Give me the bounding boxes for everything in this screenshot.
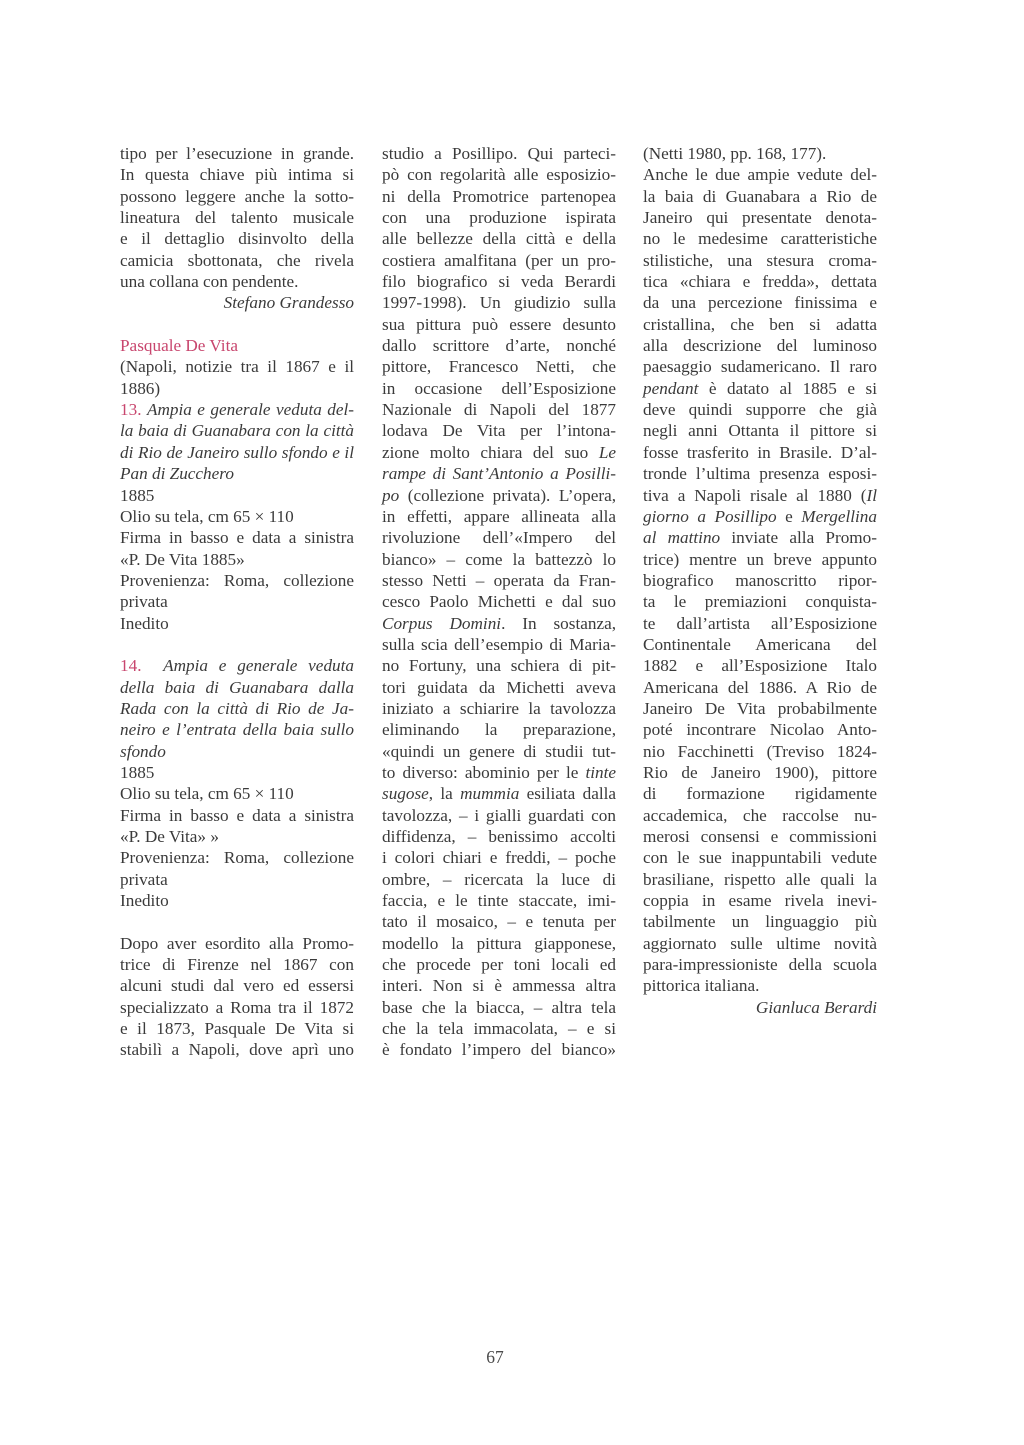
text-run: . In sostanza, (501, 613, 616, 633)
left-column (120, 143, 354, 1061)
entry-signature: «P. De Vita» » (120, 827, 219, 846)
text-run: tiva a Napoli risale al 1880 ( (643, 485, 867, 505)
text-line (382, 442, 616, 463)
artist-name: Pasquale De Vita (120, 336, 238, 356)
text-line: no le medesime caratteristiche (643, 229, 877, 249)
text-line: brasiliane, rispetto alle quali la (643, 869, 877, 889)
artwork-title: giorno a Posillipo (643, 506, 777, 526)
italic-term: mummia (460, 784, 520, 804)
text-line: faccia, e le tinte staccate, imi- (382, 891, 616, 911)
text-line: trice di Firenze nel 1867 con (120, 955, 354, 975)
text-line: tori guidata da Michetti aveva (382, 677, 616, 697)
text-line: pittore, Francesco Netti, che (382, 357, 616, 377)
text-line: tavolozza, – i gialli guardati con (382, 805, 616, 825)
text-line: tronde l’ultima presenza esposi- (643, 464, 877, 484)
entry-provenance: privata (120, 869, 168, 889)
entry-provenance: privata (120, 592, 168, 612)
artwork-title: Le (598, 442, 616, 462)
text-line: pittorica italiana. (643, 976, 760, 996)
text-run: zione molto chiara del suo (382, 442, 599, 462)
intro-author-signature: Stefano Grandesso (223, 293, 354, 313)
artwork-title: Mergellina (801, 506, 877, 526)
text-line: sulla scia dell’esempio di Maria- (382, 634, 616, 654)
italic-term: sugose (382, 784, 429, 804)
entry-status: Inedito (120, 891, 169, 911)
text-line: la baia di Guanabara a Rio de (643, 186, 877, 206)
artist-dates: 1886) (120, 378, 161, 398)
text-line: Americana del 1886. A Rio de (643, 677, 877, 697)
entry-title-line (120, 655, 354, 676)
text-line: da una percezione finissima e (643, 293, 877, 313)
italic-term: pendant (643, 378, 699, 398)
entry-provenance: Provenienza: Roma, collezione (120, 848, 354, 868)
text-run: , la (428, 784, 461, 804)
text-run: inviate alla Promo- (720, 528, 877, 548)
text-line: Continentale Americana del (643, 634, 877, 654)
text-line: In questa chiave più intima si (120, 165, 354, 185)
text-line: e il 1873, Pasquale De Vita si (120, 1019, 354, 1039)
artwork-title: rampe di Sant’Antonio a Posilli- (382, 464, 616, 484)
entry-title-line: sfondo (120, 741, 166, 761)
text-line: ombre, – ricercata la luce di (382, 869, 616, 889)
text-line: stesso Netti – operata da Fran- (382, 570, 616, 590)
entry-title: Ampia e generale veduta del- (146, 400, 354, 420)
text-line (643, 506, 877, 527)
text-line: stilistiche, una stesura croma- (643, 250, 877, 270)
text-line: lineatura del talento musicale (120, 208, 354, 228)
text-line (643, 527, 877, 548)
text-line: di formazione rigidamente (643, 784, 877, 804)
text-line: diffidenza, – benissimo accolti (382, 827, 616, 846)
entry-title-line: della baia di Guanabara dalla (120, 677, 354, 697)
essay-author-signature: Gianluca Berardi (755, 997, 877, 1017)
text-line: fosse trasferito in Brasile. D’al- (643, 442, 877, 462)
artist-dates: (Napoli, notizie tra il 1867 e il (120, 357, 354, 377)
entry-medium: Olio su tela, cm 65 × 110 (120, 784, 294, 804)
middle-column (382, 143, 616, 1061)
entry-title-line: Rada con la città di Rio de Ja- (120, 698, 354, 718)
text-line: alcuni studi dal vero ed essersi (120, 976, 354, 996)
text-line: trice) mentre un breve appunto (643, 549, 877, 569)
text-line: in occasione dell’Esposizione (382, 378, 616, 398)
text-line: possono leggere anche la sotto- (120, 186, 354, 206)
text-line: Janeiro De Vita probabilmente (643, 698, 877, 718)
right-column (643, 143, 877, 1018)
text-line: cesco Paolo Michetti e dal suo (382, 592, 616, 612)
text-run: è datato al 1885 e si (698, 378, 877, 398)
spacer (120, 634, 354, 655)
entry-signature: «P. De Vita 1885» (120, 549, 245, 569)
text-line: no Fortuny, una schiera di pit- (382, 656, 616, 676)
artist-heading (120, 335, 354, 399)
entry-signature: Firma in basso e data a sinistra (120, 805, 354, 825)
text-line: tipo per l’esecuzione in grande. (120, 144, 354, 163)
entry-title-line: Pan di Zucchero (120, 464, 234, 484)
text-line: tica «chiara e fredda», dettata (643, 272, 877, 292)
text-line: sua pittura può essere desunto (382, 314, 616, 334)
text-line: cristallina, che ben si adatta (643, 314, 877, 334)
entry-year: 1885 (120, 485, 155, 505)
text-line: interi. Non si è ammessa altra (382, 976, 616, 996)
entry-status: Inedito (120, 613, 169, 633)
entry-medium: Olio su tela, cm 65 × 110 (120, 506, 294, 526)
text-line: filo biografico si veda Berardi (382, 272, 616, 292)
entry-provenance: Provenienza: Roma, collezione (120, 570, 354, 590)
text-line: deve quindi supporre che già (643, 400, 877, 420)
text-line: ta le premiazioni conquista- (643, 592, 877, 612)
text-line: negli anni Ottanta il pittore si (643, 421, 877, 441)
text-run: esiliata dalla (519, 784, 616, 804)
spacer (120, 314, 354, 335)
text-line (382, 613, 616, 634)
essay-paragraph-start (120, 933, 354, 1061)
entry-title-line: di Rio de Janeiro sullo sfondo e il (120, 442, 354, 462)
text-line: con una produzione ispirata (382, 208, 616, 228)
text-line: eliminando la preparazione, (382, 720, 616, 740)
entry-number: 14. (120, 656, 142, 676)
text-line: dallo scrittore d’arte, nonché (382, 336, 616, 356)
text-line: lodava De Vita per l’intona- (382, 421, 616, 441)
text-line: Nazionale di Napoli del 1877 (382, 400, 616, 420)
text-line: 1997-1998). Un giudizio sulla (382, 293, 616, 313)
text-line: Anche le due ampie vedute del- (643, 165, 877, 185)
artwork-title: Il (866, 485, 877, 505)
text-line: rivoluzione dell’«Impero del (382, 528, 616, 548)
text-line: specializzato a Roma tra il 1872 (120, 997, 354, 1017)
intro-paragraph (120, 143, 354, 314)
text-line: ni della Promotrice partenopea (382, 186, 616, 206)
text-line (382, 485, 616, 506)
text-line: «quindi un genere di studii tut- (382, 741, 616, 761)
entry-title-line (120, 399, 354, 420)
catalog-entry-14 (120, 655, 354, 911)
text-line: Janeiro qui presentate denota- (643, 208, 877, 228)
text-line: che procede per toni locali ed (382, 955, 616, 975)
text-line: base che la biacca, – altra tela (382, 997, 616, 1017)
text-line: paesaggio sudamericano. Il raro (643, 357, 877, 377)
artwork-title: al mattino (643, 528, 721, 548)
entry-year: 1885 (120, 762, 155, 782)
text-run: e (776, 506, 802, 526)
text-line: Rio de Janeiro 1900), pittore (643, 762, 877, 782)
text-line: 1882 e all’Esposizione Italo (643, 656, 877, 676)
entry-title-line: la baia di Guanabara con la città (120, 421, 354, 441)
text-line: i colori chiari e freddi, – poche (382, 848, 616, 868)
text-line: iniziato a schiarire la tavolozza (382, 698, 616, 718)
text-run: to diverso: abominio per le (382, 762, 586, 782)
artwork-title: Corpus Domini (382, 613, 502, 633)
text-line: è fondato l’impero del bianco» (382, 1040, 616, 1060)
italic-term: tinte (585, 762, 616, 782)
entry-title: Ampia e generale veduta (163, 656, 354, 676)
entry-signature: Firma in basso e data a sinistra (120, 528, 354, 548)
text-line: modello la pittura giapponese, (382, 933, 616, 953)
text-run: (collezione privata). L’opera, (399, 485, 616, 505)
text-line: nio Facchinetti (Treviso 1824- (643, 741, 877, 761)
text-line: te dall’artista all’Esposizione (643, 613, 877, 633)
text-line: tato il mosaico, – e tenuta per (382, 912, 616, 932)
entry-title-line: neiro e l’entrata della baia sullo (120, 720, 354, 740)
text-line: camicia sbottonata, che rivela (120, 250, 354, 270)
text-line (643, 378, 877, 399)
text-line: coppia in esame rivela inevi- (643, 891, 877, 911)
text-line: pò con regolarità alle esposizio- (382, 165, 616, 185)
text-line: che la tela immacolata, – e si (382, 1019, 616, 1039)
text-line (382, 783, 616, 804)
text-line: merosi consensi e commissioni (643, 827, 877, 846)
text-line: bianco» – come la battezzò lo (382, 549, 616, 569)
text-line: in effetti, appare allineata alla (382, 506, 616, 526)
page-number: 67 (486, 1347, 504, 1367)
text-line: aggiornato sulle ultime novità (643, 933, 877, 953)
catalog-entry-13 (120, 399, 354, 634)
text-line: stabilì a Napoli, dove aprì uno (120, 1040, 354, 1060)
text-line: tabilmente un linguaggio più (643, 912, 877, 932)
citation-line: (Netti 1980, pp. 168, 177). (643, 144, 827, 163)
spacer (120, 911, 354, 932)
text-line: una collana con pendente. (120, 272, 299, 292)
text-line: para-impressioniste della scuola (643, 955, 877, 975)
text-line: costiera amalfitana (per un pro- (382, 250, 616, 270)
text-line: con le sue inappuntabili vedute (643, 848, 877, 868)
entry-number: 13. (120, 400, 142, 420)
text-line: Dopo aver esordito alla Promo- (120, 933, 354, 953)
text-line: poté incontrare Nicolao Anto- (643, 720, 877, 740)
text-line: accademica, che raccolse nu- (643, 805, 877, 825)
text-line (382, 762, 616, 783)
text-line: alle bellezze della città e della (382, 229, 616, 249)
artwork-title: po (382, 485, 400, 505)
text-line (643, 485, 877, 506)
text-line: e il dettaglio disinvolto della (120, 229, 354, 249)
text-line: studio a Posillipo. Qui parteci- (382, 144, 616, 163)
text-line: alla descrizione del luminoso (643, 336, 877, 356)
text-line: biografico manoscritto ripor- (643, 570, 877, 590)
